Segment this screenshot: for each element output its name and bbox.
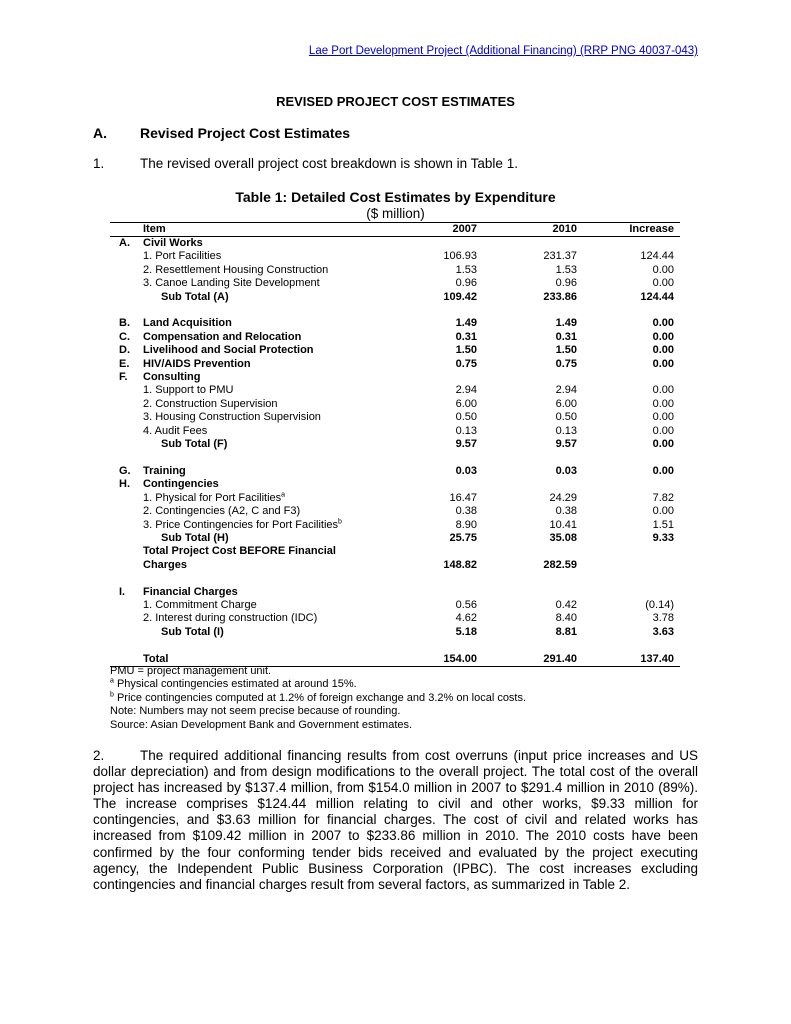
- empty-cell: [583, 304, 680, 317]
- table-row: [110, 532, 680, 545]
- note-pmu: PMU = project management unit.: [110, 665, 272, 677]
- value-2007: 0.13: [455, 424, 477, 437]
- value-increase: 0.00: [652, 397, 674, 410]
- row-item: [143, 478, 383, 491]
- paragraph-2: [93, 748, 698, 893]
- row-item: [143, 532, 383, 545]
- row-code: [110, 384, 143, 397]
- table-row: [110, 519, 680, 532]
- value-increase: 137.40: [583, 653, 680, 667]
- table-row: [110, 465, 680, 478]
- note-a-text: Physical contingencies estimated at around 15%.: [113, 678, 357, 691]
- value-increase: 0.00: [652, 277, 674, 290]
- value-increase: 0.00: [652, 438, 674, 451]
- value-2010: 10.41: [549, 518, 577, 531]
- value-2007: 0.31: [455, 330, 477, 343]
- row-item: [143, 559, 383, 572]
- row-item-label: Total Project Cost BEFORE Financial: [143, 545, 336, 558]
- row-item: [143, 358, 383, 371]
- value-increase: 0.00: [652, 464, 674, 477]
- value-2007: 25.75: [449, 531, 477, 544]
- value-2007: [383, 545, 483, 558]
- row-item-label: 2. Construction Supervision: [143, 397, 278, 410]
- value-increase: [583, 371, 680, 384]
- value-increase: (0.14): [645, 598, 674, 611]
- row-item-label: 2. Resettlement Housing Construction: [143, 263, 329, 276]
- value-2007: 1.49: [455, 317, 477, 330]
- row-item-label: 1. Commitment Charge: [143, 598, 257, 611]
- value-2007: 1.50: [455, 344, 477, 357]
- value-2007: 6.00: [455, 397, 477, 410]
- table-spacer-row: [110, 451, 680, 464]
- value-2007: 0.50: [455, 411, 477, 424]
- row-item-label: 3. Price Contingencies for Port Facilities: [143, 518, 339, 531]
- row-item-label: Sub Total (H): [161, 531, 229, 544]
- table-row: [110, 264, 680, 277]
- row-item: [143, 465, 383, 478]
- table-row: [110, 505, 680, 518]
- row-code: [110, 532, 143, 545]
- paragraph-text: The required additional financing results from cost overruns (input price increases and US dollar depreciation) and from design modifications to the overall project. The total cost of the overall project has increased by $137.4 million, from $154.0 million in 2007 to $291.4 million in 2010 (89%). The increase comprises $124.44 million relating to civil and other works, $9.33 million for contingencies, and $3.63 million for financial charges. The cost of civil and related works has increased from $109.42 million in 2007 to $233.86 million in 2010. The 2010 costs have been confirmed by the four conforming tender bids received and evaluated by the project executing agency, the Independent Public Business Corporation (IPBC). The cost increases excluding contingencies and financial charges result from several factors, as summarized in Table 2.: [93, 748, 698, 892]
- row-item-label: Sub Total (F): [161, 438, 228, 451]
- row-code: [110, 505, 143, 518]
- row-code: H.: [119, 478, 130, 491]
- table-spacer-row: [110, 304, 680, 317]
- row-item-label: 4. Audit Fees: [143, 424, 208, 437]
- value-increase: 0.00: [652, 505, 674, 518]
- value-2007: 109.42: [443, 290, 477, 303]
- row-code: [110, 291, 143, 304]
- footnote-mark-a: a: [110, 677, 114, 685]
- empty-cell: [110, 451, 143, 464]
- row-code: [110, 438, 143, 451]
- value-increase: 0.00: [652, 357, 674, 370]
- table-row: [110, 612, 680, 625]
- row-item: [143, 505, 383, 518]
- empty-cell: [483, 639, 583, 652]
- value-2007: 9.57: [455, 438, 477, 451]
- header-code: [110, 223, 143, 237]
- row-item: [143, 492, 383, 505]
- empty-cell: [383, 572, 483, 585]
- value-increase: 9.33: [652, 531, 674, 544]
- value-2010: 1.50: [555, 344, 577, 357]
- value-2007: 154.00: [383, 653, 483, 667]
- paragraph-number: 1.: [93, 156, 105, 171]
- table-row: [110, 545, 680, 558]
- value-2007: 16.47: [449, 491, 477, 504]
- row-code: C.: [119, 330, 130, 343]
- row-item: [143, 344, 383, 357]
- value-2007: 0.75: [455, 357, 477, 370]
- empty-cell: [110, 639, 143, 652]
- row-code: [110, 264, 143, 277]
- table-row: [110, 358, 680, 371]
- row-item: [143, 599, 383, 612]
- value-2010: 0.50: [555, 411, 577, 424]
- empty-cell: [383, 639, 483, 652]
- row-item: [143, 519, 383, 532]
- row-code: [110, 398, 143, 411]
- value-2010: 0.31: [555, 330, 577, 343]
- value-2010: 8.40: [555, 612, 577, 625]
- value-increase: 7.82: [652, 491, 674, 504]
- value-2010: [483, 545, 583, 558]
- section-number: A.: [93, 125, 107, 141]
- value-2010: 291.40: [483, 653, 583, 667]
- row-item-label: Livelihood and Social Protection: [143, 344, 314, 357]
- row-item: [143, 438, 383, 451]
- value-2007: [383, 478, 483, 491]
- empty-cell: [143, 304, 383, 317]
- value-increase: 3.78: [652, 612, 674, 625]
- empty-cell: [483, 451, 583, 464]
- table-row: [110, 398, 680, 411]
- empty-cell: [483, 304, 583, 317]
- header-2007: 2007: [383, 223, 483, 237]
- value-2007: 5.18: [455, 625, 477, 638]
- row-item-label: 3. Housing Construction Supervision: [143, 411, 321, 424]
- value-increase: 0.00: [652, 263, 674, 276]
- row-code: [110, 545, 143, 558]
- value-2007: 106.93: [443, 250, 477, 263]
- row-code: [110, 277, 143, 290]
- row-code: D.: [119, 344, 130, 357]
- value-increase: 124.44: [640, 250, 674, 263]
- value-increase: 0.00: [652, 317, 674, 330]
- row-item-label: Financial Charges: [143, 585, 238, 598]
- value-2010: 9.57: [555, 438, 577, 451]
- row-item: [143, 545, 383, 558]
- value-2007: 0.96: [455, 277, 477, 290]
- value-increase: [583, 559, 680, 572]
- table-row: [110, 559, 680, 572]
- row-item-label: 1. Support to PMU: [143, 384, 234, 397]
- cost-estimates-table: [110, 222, 680, 667]
- page-title: REVISED PROJECT COST ESTIMATES: [276, 94, 515, 109]
- value-2010: 2.94: [555, 384, 577, 397]
- row-item: [143, 586, 383, 599]
- empty-cell: [383, 451, 483, 464]
- row-item: [143, 291, 383, 304]
- row-item: [143, 317, 383, 330]
- row-code: E.: [119, 357, 130, 370]
- row-item-label: Consulting: [143, 371, 201, 384]
- section-heading-a: [93, 125, 350, 141]
- value-2007: 0.03: [455, 464, 477, 477]
- value-increase: 0.00: [652, 344, 674, 357]
- empty-cell: [110, 304, 143, 317]
- row-item-label: 1. Physical for Port Facilities: [143, 491, 282, 504]
- table-row: [110, 291, 680, 304]
- header-item: Item: [143, 223, 383, 237]
- empty-cell: [143, 572, 383, 585]
- value-2010: 1.49: [555, 317, 577, 330]
- row-code: [110, 250, 143, 263]
- header-2010: 2010: [483, 223, 583, 237]
- table-row: [110, 586, 680, 599]
- footnote-mark-b: b: [110, 691, 114, 699]
- value-increase: [583, 545, 680, 558]
- note-b-text: Price contingencies computed at 1.2% of foreign exchange and 3.2% on local costs.: [113, 691, 527, 704]
- row-item-label: Sub Total (I): [161, 625, 224, 638]
- header-increase: Increase: [583, 223, 680, 237]
- value-2010: 24.29: [549, 491, 577, 504]
- value-2010: 0.13: [555, 424, 577, 437]
- paragraph-number: 2.: [93, 748, 105, 763]
- row-item-label: Charges: [143, 558, 188, 571]
- empty-cell: [143, 639, 383, 652]
- table-row: [110, 384, 680, 397]
- row-code: [110, 425, 143, 438]
- value-2010: 231.37: [543, 250, 577, 263]
- footnote-mark: b: [338, 517, 342, 525]
- empty-cell: [583, 572, 680, 585]
- empty-cell: [583, 639, 680, 652]
- value-increase: 0.00: [652, 384, 674, 397]
- row-item: [143, 626, 383, 639]
- value-increase: [583, 478, 680, 491]
- row-item-label: Land Acquisition: [143, 317, 232, 330]
- value-2010: [483, 371, 583, 384]
- note-b: [110, 692, 526, 705]
- value-increase: [583, 586, 680, 599]
- table-title: Table 1: Detailed Cost Estimates by Expenditure: [235, 189, 556, 205]
- table-row: [110, 599, 680, 612]
- row-item-label: Training: [143, 464, 186, 477]
- row-code: [110, 492, 143, 505]
- empty-cell: [483, 572, 583, 585]
- value-2007: 8.90: [455, 518, 477, 531]
- note-rounding: Note: Numbers may not seem precise because of rounding.: [110, 705, 401, 718]
- row-item-label: Compensation and Relocation: [143, 330, 302, 343]
- value-2007: [383, 371, 483, 384]
- row-item: [143, 411, 383, 424]
- row-item: [143, 331, 383, 344]
- row-item-label: 2. Interest during construction (IDC): [143, 612, 318, 625]
- value-increase: 0.00: [652, 411, 674, 424]
- value-2007: 148.82: [443, 558, 477, 571]
- row-item: [143, 277, 383, 290]
- table-row: [110, 626, 680, 639]
- footnote-mark: a: [281, 491, 286, 499]
- row-item: [143, 398, 383, 411]
- table-spacer-row: [110, 572, 680, 585]
- note-a: [110, 678, 526, 691]
- row-code: B.: [119, 317, 130, 330]
- row-item: [143, 264, 383, 277]
- row-code: [110, 599, 143, 612]
- value-increase: 3.63: [652, 625, 674, 638]
- value-2007: 1.53: [455, 263, 477, 276]
- table-unit: ($ million): [366, 206, 425, 221]
- table-row: [110, 277, 680, 290]
- empty-cell: [583, 451, 680, 464]
- value-increase: [583, 237, 680, 251]
- paragraph-text: The revised overall project cost breakdown is shown in Table 1.: [140, 156, 518, 171]
- row-item-label: 2. Contingencies (A2, C and F3): [143, 505, 301, 518]
- row-code: [110, 411, 143, 424]
- table-row: [110, 331, 680, 344]
- value-2010: 0.75: [555, 357, 577, 370]
- row-code: [110, 519, 143, 532]
- table-header-row: [110, 223, 680, 237]
- value-2007: [383, 237, 483, 251]
- value-2010: 35.08: [549, 531, 577, 544]
- empty-cell: [110, 572, 143, 585]
- section-title: Revised Project Cost Estimates: [140, 125, 351, 141]
- table-row: [110, 317, 680, 330]
- empty-cell: [383, 304, 483, 317]
- value-2010: 6.00: [555, 397, 577, 410]
- value-2010: [483, 586, 583, 599]
- table-row: [110, 250, 680, 263]
- row-item-label: Sub Total (A): [161, 290, 229, 303]
- table-row: [110, 237, 680, 251]
- value-2007: 0.56: [455, 598, 477, 611]
- value-2010: 0.38: [555, 505, 577, 518]
- note-source: Source: Asian Development Bank and Government estimates.: [110, 718, 413, 731]
- header-document-link[interactable]: Lae Port Development Project (Additional Financing) (RRP PNG 40037-043): [308, 45, 698, 57]
- table-spacer-row: [110, 639, 680, 652]
- row-code: A.: [119, 237, 130, 249]
- value-2007: 2.94: [455, 384, 477, 397]
- value-increase: 0.00: [652, 424, 674, 437]
- table-row: [110, 371, 680, 384]
- value-2010: [483, 237, 583, 251]
- value-2010: 0.96: [555, 277, 577, 290]
- table-row: [110, 478, 680, 491]
- value-2010: 8.81: [555, 625, 577, 638]
- table-row: [110, 438, 680, 451]
- row-item: [143, 384, 383, 397]
- row-item: [143, 237, 383, 251]
- row-item: [143, 371, 383, 384]
- row-item-label: Total: [143, 652, 169, 665]
- row-item-label: 1. Port Facilities: [143, 250, 222, 263]
- row-item: [143, 250, 383, 263]
- value-2010: 233.86: [543, 290, 577, 303]
- value-increase: 124.44: [640, 290, 674, 303]
- row-item-label: Contingencies: [143, 478, 219, 491]
- row-code: [110, 559, 143, 572]
- row-code: [110, 612, 143, 625]
- row-item-label: Civil Works: [143, 237, 203, 249]
- row-code: G.: [119, 464, 131, 477]
- value-2007: [383, 586, 483, 599]
- value-2007: 4.62: [455, 612, 477, 625]
- value-2010: 0.03: [555, 464, 577, 477]
- empty-cell: [143, 451, 383, 464]
- value-2010: 0.42: [555, 598, 577, 611]
- row-item-label: 3. Canoe Landing Site Development: [143, 277, 320, 290]
- table-row: [110, 492, 680, 505]
- row-item: [143, 612, 383, 625]
- value-increase: 0.00: [652, 330, 674, 343]
- table-row: [110, 425, 680, 438]
- row-code: F.: [119, 371, 128, 384]
- paragraph-1: [93, 156, 518, 171]
- value-2010: 1.53: [555, 263, 577, 276]
- row-item: [143, 425, 383, 438]
- value-2010: 282.59: [543, 558, 577, 571]
- table-body: [110, 237, 680, 667]
- row-code: I.: [119, 585, 126, 598]
- value-2010: [483, 478, 583, 491]
- row-item-label: HIV/AIDS Prevention: [143, 357, 251, 370]
- table-row: [110, 344, 680, 357]
- table-row: [110, 411, 680, 424]
- value-increase: 1.51: [652, 518, 674, 531]
- row-code: [110, 626, 143, 639]
- value-2007: 0.38: [455, 505, 477, 518]
- table-notes: [110, 665, 526, 732]
